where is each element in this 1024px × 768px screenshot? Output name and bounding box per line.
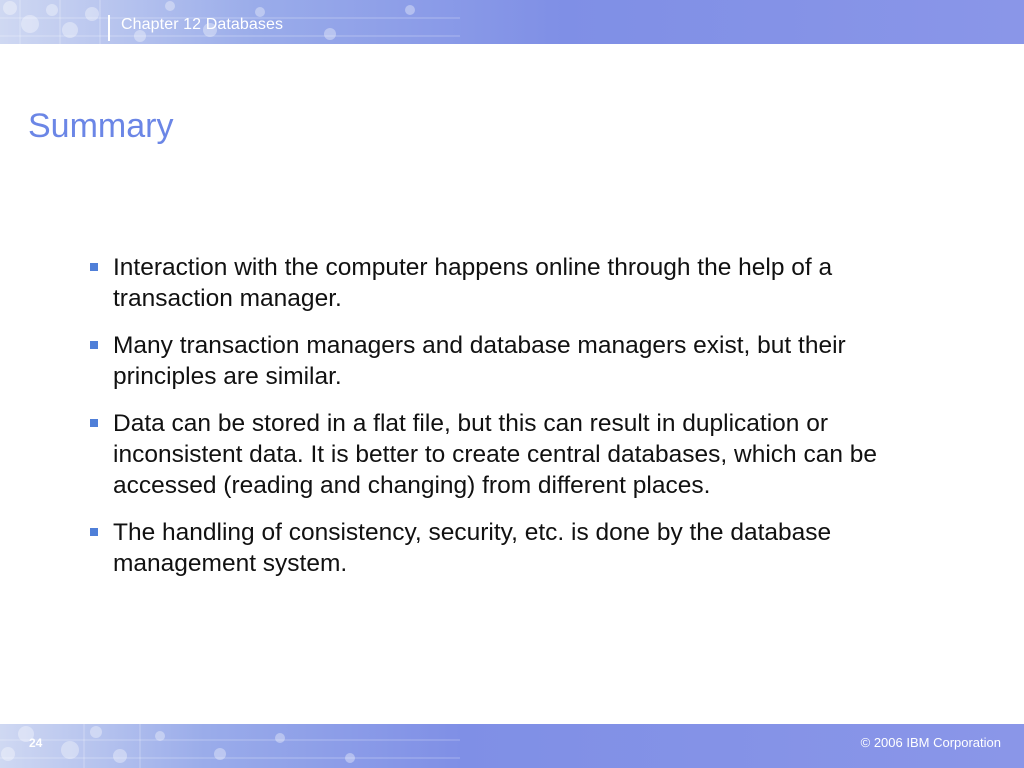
square-bullet-icon	[90, 263, 98, 271]
bullet-text: Data can be stored in a flat file, but this can result in duplication or inconsistent data. It is better to create central databases, which can be accessed (reading and changing) from different places.	[113, 410, 878, 499]
bullet-text: Many transaction managers and database managers exist, but their principles are similar.	[113, 332, 846, 390]
bullet-item	[88, 252, 928, 314]
bullet-item	[88, 408, 928, 501]
header-band	[0, 0, 1024, 44]
footer-decorative-pattern	[0, 724, 460, 768]
bullet-text: The handling of consistency, security, etc. is done by the database management system.	[113, 519, 832, 577]
square-bullet-icon	[90, 419, 98, 427]
page-number: 24	[29, 736, 43, 750]
bullet-list	[88, 252, 928, 595]
copyright-notice: © 2006 IBM Corporation	[860, 735, 1001, 750]
bullet-item	[88, 517, 928, 579]
bullet-text: Interaction with the computer happens online through the help of a transaction manager.	[113, 254, 833, 312]
bullet-item	[88, 330, 928, 392]
square-bullet-icon	[90, 341, 98, 349]
chapter-title: Chapter 12 Databases	[121, 16, 284, 33]
header-divider	[108, 15, 110, 41]
slide-title: Summary	[28, 107, 174, 145]
square-bullet-icon	[90, 528, 98, 536]
